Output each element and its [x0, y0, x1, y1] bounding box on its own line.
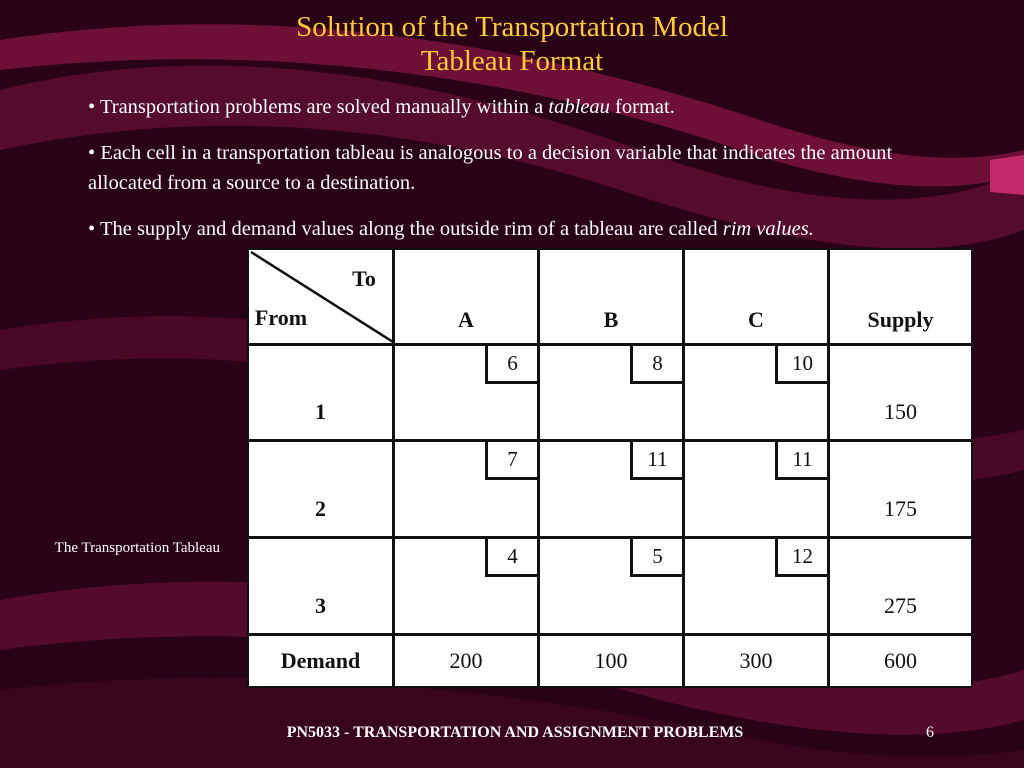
cost-3-b: 5 [630, 539, 682, 577]
source-label-3: 3 [315, 593, 326, 618]
bullet-2-text: Each cell in a transportation tableau is analogous to a decision variable that indicates the amount allocated from a source to a destination. [88, 142, 893, 194]
bullet-1-tail: format. [609, 96, 675, 118]
grid-line [249, 536, 971, 539]
tableau-caption: The Transportation Tableau [54, 540, 220, 556]
slide-title [0, 10, 1024, 78]
cost-1-b: 8 [630, 346, 682, 384]
cost-2-c: 11 [775, 442, 827, 480]
source-label-2: 2 [315, 496, 326, 521]
slide-footer: PN5033 - TRANSPORTATION AND ASSIGNMENT PROBLEMS [286, 724, 744, 741]
header-destination-c: C [748, 307, 764, 332]
supply-2: 175 [884, 496, 917, 521]
bullet-1-italic: tableau [548, 96, 610, 118]
cost-2-b: 11 [630, 442, 682, 480]
supply-1: 150 [884, 399, 917, 424]
cost-1-c: 10 [775, 346, 827, 384]
bullet-marker: • [88, 96, 96, 118]
cost-3-a: 4 [485, 539, 537, 577]
cost-3-c: 12 [775, 539, 827, 577]
bullet-1-text: Transportation problems are solved manually within a [99, 96, 549, 118]
demand-b: 100 [594, 648, 628, 673]
bullet-marker: • [88, 142, 96, 164]
corner-from-label: From [254, 305, 308, 330]
bullet-marker: • [88, 218, 96, 240]
demand-c: 300 [739, 648, 773, 673]
bullet-3-text: The supply and demand values along the outside rim of a tableau are called [99, 218, 723, 240]
demand-label: Demand [280, 648, 361, 673]
header-destination-b: B [603, 307, 619, 332]
source-label-1: 1 [315, 399, 326, 424]
total-supply-demand: 600 [884, 648, 917, 673]
page-number: 6 [926, 724, 934, 741]
demand-a: 200 [449, 648, 483, 673]
header-supply: Supply [867, 307, 934, 332]
cost-2-a: 7 [485, 442, 537, 480]
title-line-1: Solution of the Transportation Model [296, 11, 728, 43]
grid-line [249, 439, 971, 442]
bullet-1 [88, 92, 928, 122]
title-line-2: Tableau Format [420, 45, 604, 77]
supply-3: 275 [884, 593, 917, 618]
header-destination-a: A [458, 307, 474, 332]
transportation-tableau [247, 248, 973, 688]
bullet-2 [88, 138, 928, 198]
bullet-3 [88, 214, 928, 244]
corner-to-label: To [352, 266, 376, 291]
bullet-3-italic: rim values. [722, 218, 814, 240]
cost-1-a: 6 [485, 346, 537, 384]
